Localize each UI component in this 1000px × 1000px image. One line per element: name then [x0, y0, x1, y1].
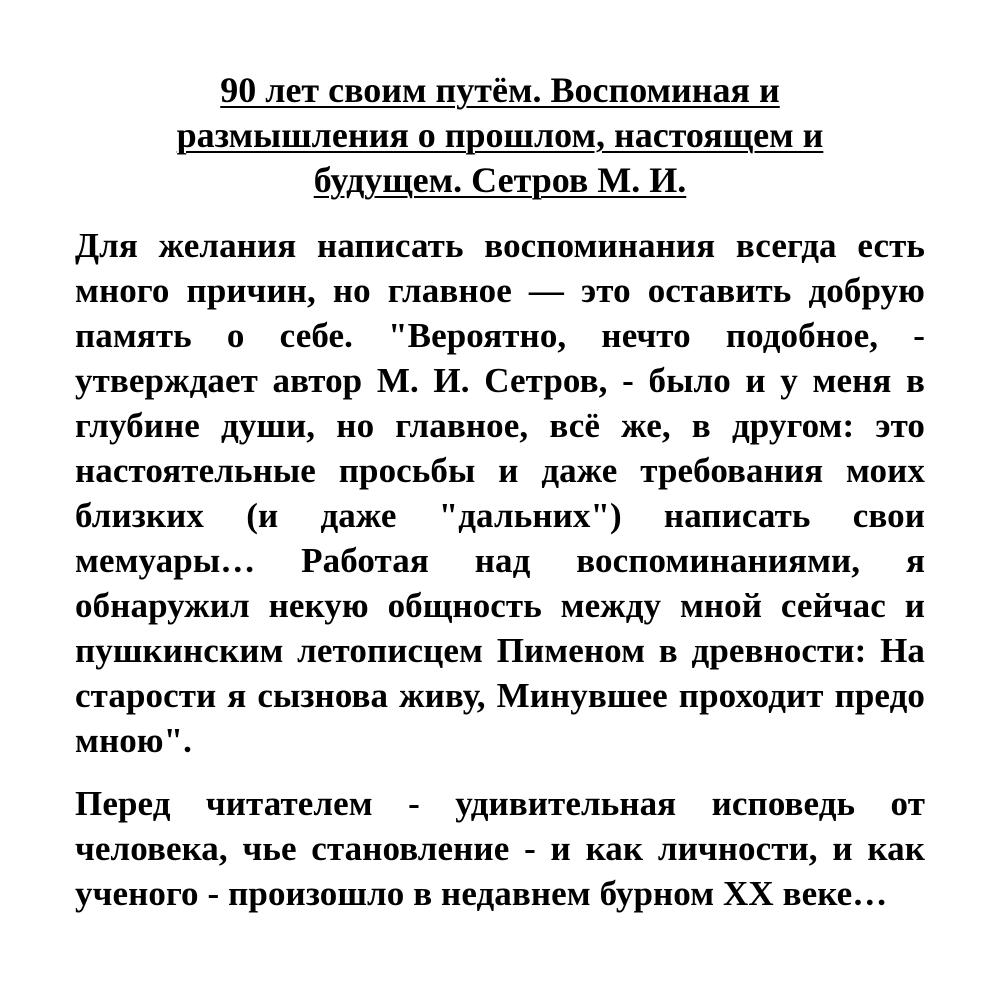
paragraph-summary: Перед читателем - удивительная исповедь от человека, чье становление - и как личности, и как ученого - произошло в недавнем бурном XX веке… — [75, 784, 925, 913]
document-title — [75, 68, 925, 203]
paragraph-intro: Для желания написать воспоминания всегда есть много причин, но главное — это оставить добрую память о себе. "Вероятно, нечто подобное, - утверждает автор М. И. Сетров, - было и у меня в глубине души, но главное, всё же, в другом: это настоятельные просьбы и даже требования моих близких (и даже "дальних") написать свои мемуары… Работая над воспоминаниями, я обнаружил некую общность между мной сейчас и пушкинским летописцем Пименом в древности: На старости я сызнова живу, Минувшее проходит предо мною". — [75, 226, 925, 760]
document-title-text: 90 лет своим путём. Воспоминая и размышления о прошлом, настоящем и будущем. Сетров М. И. — [176, 70, 824, 200]
